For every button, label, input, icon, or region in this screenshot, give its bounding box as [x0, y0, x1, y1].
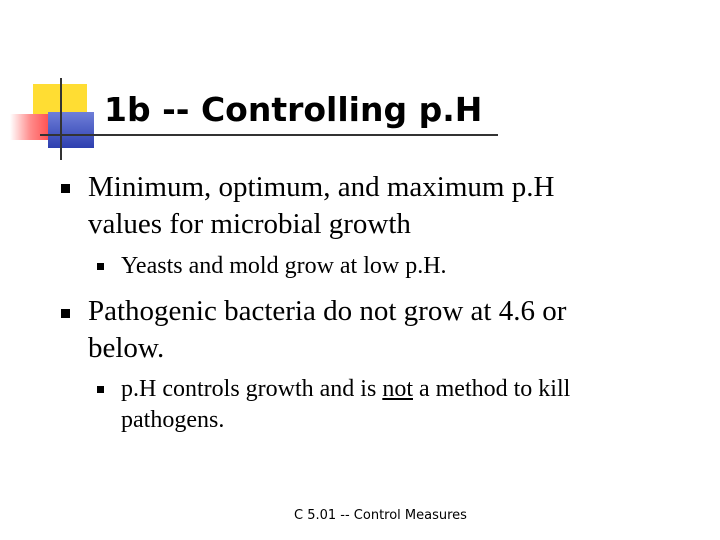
sub-bullet-2-text [121, 374, 570, 436]
bullet-1-line-1: Minimum, optimum, and maximum p.H [88, 171, 555, 203]
bullet-marker [61, 184, 70, 193]
sub-bullet-2-line-1 [121, 374, 570, 405]
emphasis-not: not [382, 376, 413, 402]
decorative-vertical-line [60, 78, 62, 160]
bullet-1-text [88, 169, 554, 243]
slide-footer: C 5.01 -- Control Measures [294, 508, 467, 523]
bullet-marker [61, 309, 70, 318]
decorative-blue-square [48, 112, 94, 148]
bullet-2-line-2: below. [88, 332, 165, 364]
title-underline-rule [40, 134, 498, 136]
bullet-2-line-1: Pathogenic bacteria do not grow at 4.6 or [88, 295, 567, 327]
bullet-2-text [88, 293, 566, 367]
bullet-1-line-2: values for microbial growth [88, 208, 411, 240]
sub-bullet-1-text: Yeasts and mold grow at low p.H. [121, 253, 447, 279]
sub-bullet-2-line-2: pathogens. [121, 407, 225, 433]
slide-title: 1b -- Controlling p.H [104, 90, 483, 129]
sub-bullet-2-text-before: p.H controls growth and is [121, 376, 383, 402]
sub-bullet-marker [97, 386, 104, 393]
sub-bullet-2-text-after: a method to kill [412, 376, 571, 402]
sub-bullet-marker [97, 263, 104, 270]
